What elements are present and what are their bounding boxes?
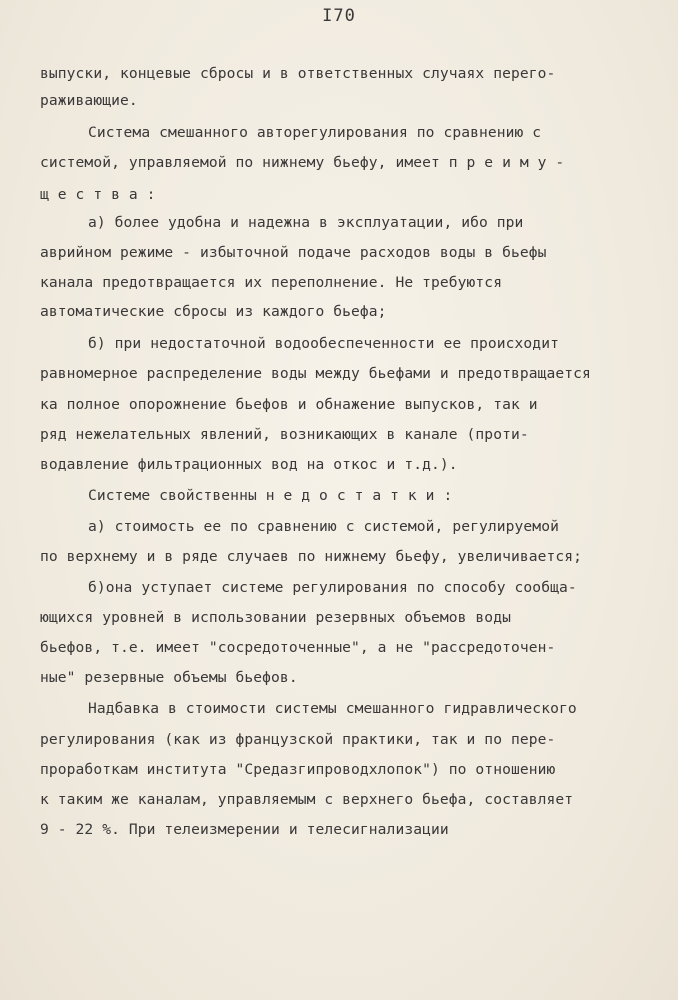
text-line: раживающие.: [40, 92, 138, 109]
text-line: Система смешанного авторегулирования по сравнению с: [88, 124, 542, 141]
text-line: аврийном режиме - избыточной подаче расходов воды в бьефы: [40, 244, 547, 261]
text-line: ка полное опорожнение бьефов и обнажение выпусков, так и: [40, 396, 538, 413]
text-line: Надбавка в стоимости системы смешанного гидравлического: [88, 700, 577, 717]
text-line: по верхнему и в ряде случаев по нижнему бьефу, увеличивается;: [40, 548, 583, 565]
text-line: выпуски, концевые сбросы и в ответственных случаях перего-: [40, 65, 556, 82]
text-line: ряд нежелательных явлений, возникающих в канале (проти-: [40, 426, 529, 443]
text-line: бьефов, т.е. имеет "сосредоточенные", а не "рассредоточен-: [40, 639, 556, 656]
text-line: щ е с т в а :: [40, 186, 156, 203]
text-line: равномерное распределение воды между бьефами и предотвращается: [40, 365, 591, 382]
text-line: а) более удобна и надежна в эксплуатации, ибо при: [88, 214, 524, 231]
text-line: ные" резервные объемы бьефов.: [40, 669, 298, 686]
text-line: автоматические сбросы из каждого бьефа;: [40, 303, 387, 320]
text-line: регулирования (как из французской практики, так и по пере-: [40, 731, 556, 748]
text-line: б) при недостаточной водообеспеченности ее происходит: [88, 335, 559, 352]
text-line: 9 - 22 %. При телеизмерении и телесигнализации: [40, 821, 449, 838]
text-line: Системе свойственны н е д о с т а т к и :: [88, 487, 453, 504]
text-line: проработкам института "Средазгипроводхлопок") по отношению: [40, 761, 556, 778]
text-line: системой, управляемой по нижнему бьефу, имеет п р е и м у -: [40, 154, 565, 171]
text-line: к таким же каналам, управляемым с верхнего бьефа, составляет: [40, 791, 574, 808]
text-line: канала предотвращается их переполнение. Не требуются: [40, 274, 503, 291]
text-line: водавление фильтрационных вод на откос и т.д.).: [40, 456, 458, 473]
text-line: а) стоимость ее по сравнению с системой, регулируемой: [88, 518, 559, 535]
text-line: ющихся уровней в использовании резервных объемов воды: [40, 609, 511, 626]
page-number: I70: [322, 6, 356, 26]
text-line: б)она уступает системе регулирования по способу сообща-: [88, 579, 577, 596]
